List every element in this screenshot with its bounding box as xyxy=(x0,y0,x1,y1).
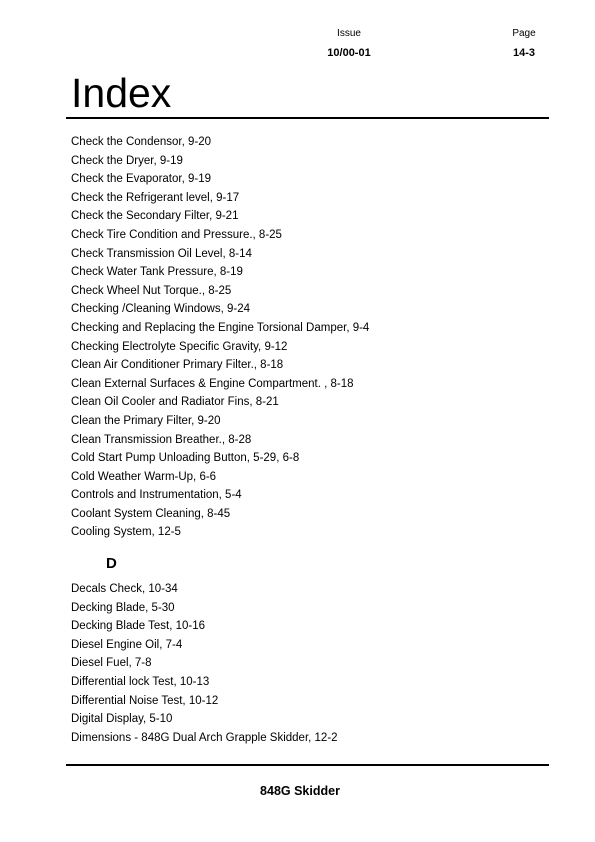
index-entry: Dimensions - 848G Dual Arch Grapple Skidder, 12-2 xyxy=(71,731,338,744)
index-entry: Check the Secondary Filter, 9-21 xyxy=(71,210,239,223)
index-entry: Decking Blade, 5-30 xyxy=(71,601,175,614)
index-entry: Clean the Primary Filter, 9-20 xyxy=(71,414,221,427)
index-entry: Check the Refrigerant level, 9-17 xyxy=(71,191,240,204)
index-entry: Cold Start Pump Unloading Button, 5-29, 6-8 xyxy=(71,452,300,465)
index-entry: Diesel Fuel, 7-8 xyxy=(71,657,152,670)
index-entry: Differential Noise Test, 10-12 xyxy=(71,694,219,707)
index-entry: Check the Condensor, 9-20 xyxy=(71,136,212,148)
index-entry: Diesel Engine Oil, 7-4 xyxy=(71,638,183,651)
index-entry: Cold Weather Warm-Up, 6-6 xyxy=(71,470,217,483)
page-title: Index xyxy=(71,70,172,116)
index-list-c xyxy=(71,133,369,542)
index-entry: Digital Display, 5-10 xyxy=(71,713,173,726)
index-entry: Check Wheel Nut Torque., 8-25 xyxy=(71,284,232,297)
top-divider xyxy=(66,117,549,119)
footer-title: 848G Skidder xyxy=(260,784,340,798)
index-entry: Clean Air Conditioner Primary Filter., 8-18 xyxy=(71,359,284,372)
index-entry: Clean Oil Cooler and Radiator Fins, 8-21 xyxy=(71,396,279,409)
page-number: 14-3 xyxy=(512,47,536,59)
issue-header xyxy=(318,28,380,60)
index-entry: Differential lock Test, 10-13 xyxy=(71,675,210,688)
bottom-divider xyxy=(66,764,549,766)
index-entry: Checking and Replacing the Engine Torsional Damper, 9-4 xyxy=(71,321,370,334)
index-entry: Clean Transmission Breather., 8-28 xyxy=(71,433,252,446)
section-heading-d: D xyxy=(106,555,117,572)
index-entry: Cooling System, 12-5 xyxy=(71,526,181,539)
index-list-d xyxy=(71,580,338,747)
index-entry: Clean External Surfaces & Engine Compartment. , 8-18 xyxy=(71,377,354,390)
page-label: Page xyxy=(512,28,536,39)
index-entry: Check the Dryer, 9-19 xyxy=(71,154,183,167)
issue-label: Issue xyxy=(337,28,361,39)
index-entry: Check the Evaporator, 9-19 xyxy=(71,173,211,186)
index-entry: Check Transmission Oil Level, 8-14 xyxy=(71,247,252,260)
index-entry: Controls and Instrumentation, 5-4 xyxy=(71,489,242,502)
index-entry: Check Tire Condition and Pressure., 8-25 xyxy=(71,228,282,241)
index-entry: Checking /Cleaning Windows, 9-24 xyxy=(71,303,250,316)
index-entry: Decking Blade Test, 10-16 xyxy=(71,620,206,633)
index-entry: Coolant System Cleaning, 8-45 xyxy=(71,507,231,520)
index-entry: Checking Electrolyte Specific Gravity, 9-12 xyxy=(71,340,288,353)
page-header xyxy=(500,28,548,60)
issue-value: 10/00-01 xyxy=(327,47,371,59)
index-entry: Decals Check, 10-34 xyxy=(71,583,178,595)
index-entry: Check Water Tank Pressure, 8-19 xyxy=(71,266,243,279)
